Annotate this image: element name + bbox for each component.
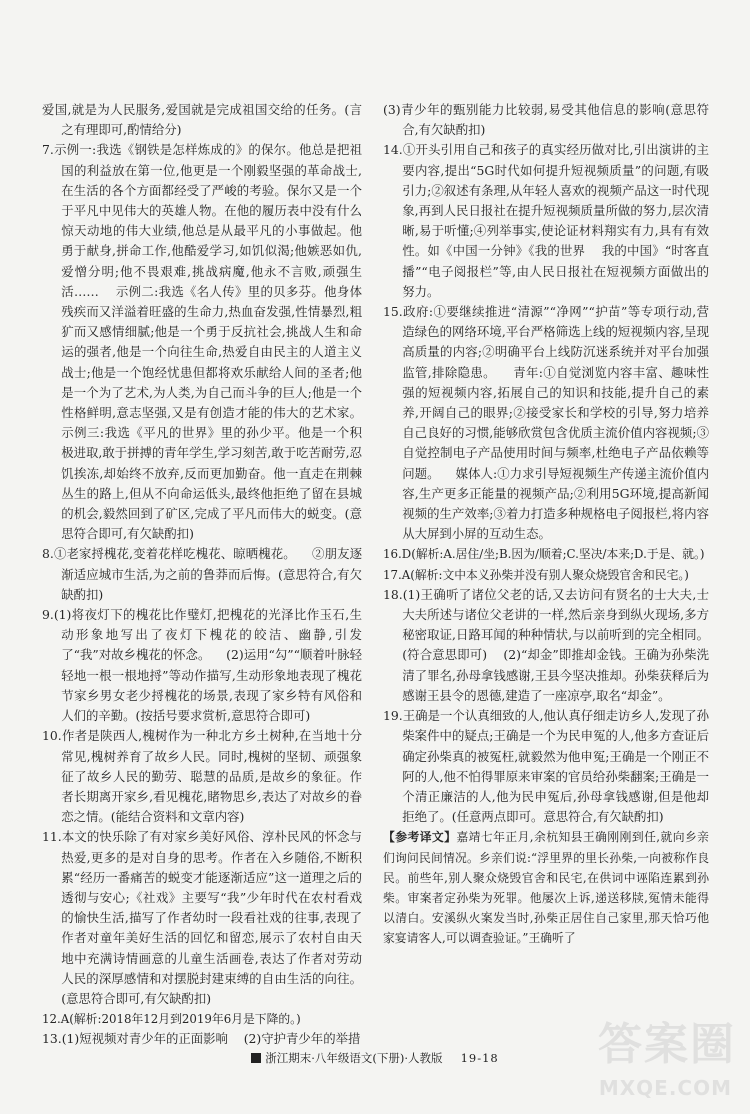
answer-q12: 12.A(解析:2018年12月到2019年6月是下降的。) [42,1012,301,1027]
answer-q8: 8.①老家捋槐花,变着花样吃槐花、晾晒槐花。 ②朋友逐渐适应城市生活,为之前的鲁莽而后悔。(意思符合,有欠缺酌扣) [42,546,362,602]
watermark [586,1008,736,1100]
watermark-bottom: MXQE.COM [598,1076,732,1100]
answer-q14: 14.①开头引用自己和孩子的真实经历做对比,引出演讲的主要内容,提出“5G时代如何提升短视频质量”的问题,有吸引力;②叙述有条理,从年轻人喜欢的视频产品这一时代现象,再到人民日报社在提升短视频质量所做的努力,层次清晰,易于听懂;④列举事实,使论证材料翔实有力,具有有效性。如《中国一分钟》《我的世界 我的中国》“时客直播”“电子阅报栏”等,由人民日报社在短视频方面做出的努力。 [383,142,709,299]
reference-translation-label: 【参考译文】 [383,830,457,845]
answer-p0: 爱国,就是为人民服务,爱国就是完成祖国交给的任务。(言之有理即可,酌情给分) [42,102,362,138]
answer-q9: 9.(1)将夜灯下的槐花比作璧灯,把槐花的光泽比作玉石,生动形象地写出了夜灯下槐花的皎洁、幽静,引发了“我”对故乡槐花的怀念。 (2)运用“勾”“顺着叶脉轻轻地一根一根地捋”等动作描写,生动形象地表现了槐花节家乡男女老少捋槐花的场景,表现了家乡特有风俗和人们的辛勤。(按括号要求赏析,意思符合即可) [42,607,362,724]
answer-q13: 13.(1)短视频对青少年的正面影响 (2)守护青少年的举措 [42,1031,361,1047]
right-column [383,100,709,949]
answer-q11: 11.本文的快乐除了有对家乡美好风俗、淳朴民风的怀念与热爱,更多的是对自身的思考。作者在入乡随俗,不断积累“经历一番痛苦的蜕变才能逐渐适应”这一道理之后的透彻与安心;《社戏》主要写“我”少年时代在农村看戏的愉快生活,描写了作者幼时一段看社戏的往事,表现了作者对童年美好生活的回忆和留恋,展示了农村自由天地中充满诗情画意的儿童生活画卷,表达了作者对劳动人民的深厚感情和对摆脱封建束缚的自由生活的向往。(意思符合即可,有欠缺酌扣) [42,829,362,1006]
reference-translation-body: 嘉靖七年正月,余杭知县王确刚刚到任,就向乡亲们询问民间情况。乡亲们说:“浮里界的里长孙柴,一向被称作良民。前些年,别人聚众烧毁官舍和民宅,在供词中诬陷连累到孙柴。审案者定孙柴为死罪。他屡次上诉,递送移牍,冤情未能得以清白。安溪纵火案发当时,孙柴正居住自己家里,那天恰巧他家宴请客人,可以调查验证。”王确听了 [383,830,709,946]
page-number: 19-18 [460,1051,499,1065]
answer-q16: 16.D(解析:A.居住/坐;B.因为/顺着;C.坚决/本来;D.于是、就。) [383,547,705,562]
answer-q17: 17.A(解析:文中本义孙柴并没有别人聚众烧毁官舍和民宅。) [383,567,689,582]
answer-q13-part3: (3)青少年的甄别能力比较弱,易受其他信息的影响(意思符合,有欠缺酌扣) [383,102,709,138]
reference-translation [383,827,709,948]
answer-q7: 7.示例一:我选《钢铁是怎样炼成的》的保尔。他总是把祖国的利益放在第一位,他更是一个刚毅坚强的革命战士,在生活的各个方面都经受了严峻的考验。保尔又是一个于平凡中见伟大的英雄人物。在他的履历表中没有什么惊天动地的伟大业绩,他总是从最平凡的小事做起。他勇于献身,拼命工作,他酷爱学习,如饥似渴;他嫉恶如仇,爱憎分明;他不畏艰难,挑战病魔,他永不言败,顽强生活…… 示例二:我选《名人传》里的贝多芬。他身体残疾而又洋溢着旺盛的生命力,热血奋发强,性情暴烈,粗犷而又感情细腻;他是一个勇于反抗社会,挑战人生和命运的强者,他是一个向往生命,热爱自由民主的人道主义战士;他是一个饱经忧患但都将欢乐献给人间的圣者;他是一个为了艺术,为人类,为自己而斗争的巨人;他是一个性格鲜明,意志坚强,又是有创造才能的伟大的艺术家。 示例三:我选《平凡的世界》里的孙少平。他是一个积极进取,敢于拼搏的青年学生,学习刻苦,敢于吃苦耐劳,忍饥挨冻,却始终不放弃,反而更加勤奋。他一直走在荆棘丛生的路上,但从不向命运低头,最终他拒绝了留在县城的机会,毅然回到了矿区,完成了平凡而伟大的蜕变。(意思符合即可,有欠缺酌扣) [42,142,378,542]
footer-square-icon [251,1053,261,1063]
left-column [42,100,378,1050]
answer-q10: 10.作者是陕西人,槐树作为一种北方乡土树种,在当地十分常见,槐树养育了故乡人民。同时,槐树的坚韧、顽强象征了故乡人民的勤劳、聪慧的品质,是故乡的象征。作者长期离开家乡,看见槐花,睹物思乡,表达了对故乡的眷恋之情。(能结合资料和文章内容) [42,728,362,825]
answer-q15: 15.政府:①要继续推进“清源”“净网”“护苗”等专项行动,营造绿色的网络环境,平台严格筛选上线的短视频内容,呈现高质量的内容;②明确平台上线防沉迷系统并对平台加强监管,排除隐患。 青年:①自觉浏览内容丰富、趣味性强的短视频内容,拓展自己的知识和技能,提升自己的素养,开阔自己的眼界;②接受家长和学校的引导,努力培养自己良好的习惯,能够欣赏包含优质主流价值内容视频;③自觉控制电子产品使用时间与频率,杜绝电子产品依赖等问题。 媒体人:①力求引导短视频生产传递主流价值内容,生产更多正能量的视频产品;②利用5G环境,提高新闻视频的生产效率;③着力打造多种规格电子阅报栏,将内容从大屏到小屏的互动生态。 [383,304,709,542]
answer-q19: 19.王确是一个认真细致的人,他认真仔细走访乡人,发现了孙柴案件中的疑点;王确是一个为民申冤的人,他多方查证后确定孙柴真的被冤枉,就毅然为他申冤;王确是一个刚正不阿的人,他不怕得罪原来审案的官员给孙柴翻案;王确是一个清正廉洁的人,他为民申冤后,孙母拿钱感谢,但是他却拒绝了。(任意两点即可。意思符合,有欠缺酌扣) [383,708,709,825]
answer-q18: 18.(1)王确听了诸位父老的话,又去访问有贤名的士大夫,士大夫所述与诸位父老讲的一样,然后亲身到纵火现场,多方秘密取证,日路耳闻的种种情状,与以前听到的完全相同。(符合意思即可) (2)“却金”即推却金钱。王确为孙柴洗清了罪名,孙母拿钱感谢,王县今坚决推却。孙柴获释后为感谢王县令的恩德,建造了一座凉亭,取名“却金”。 [383,586,709,703]
watermark-top: 答案圈 [598,1019,736,1070]
footer-title: 浙江期末·八年级语文(下册)·人教版 [265,1051,443,1065]
